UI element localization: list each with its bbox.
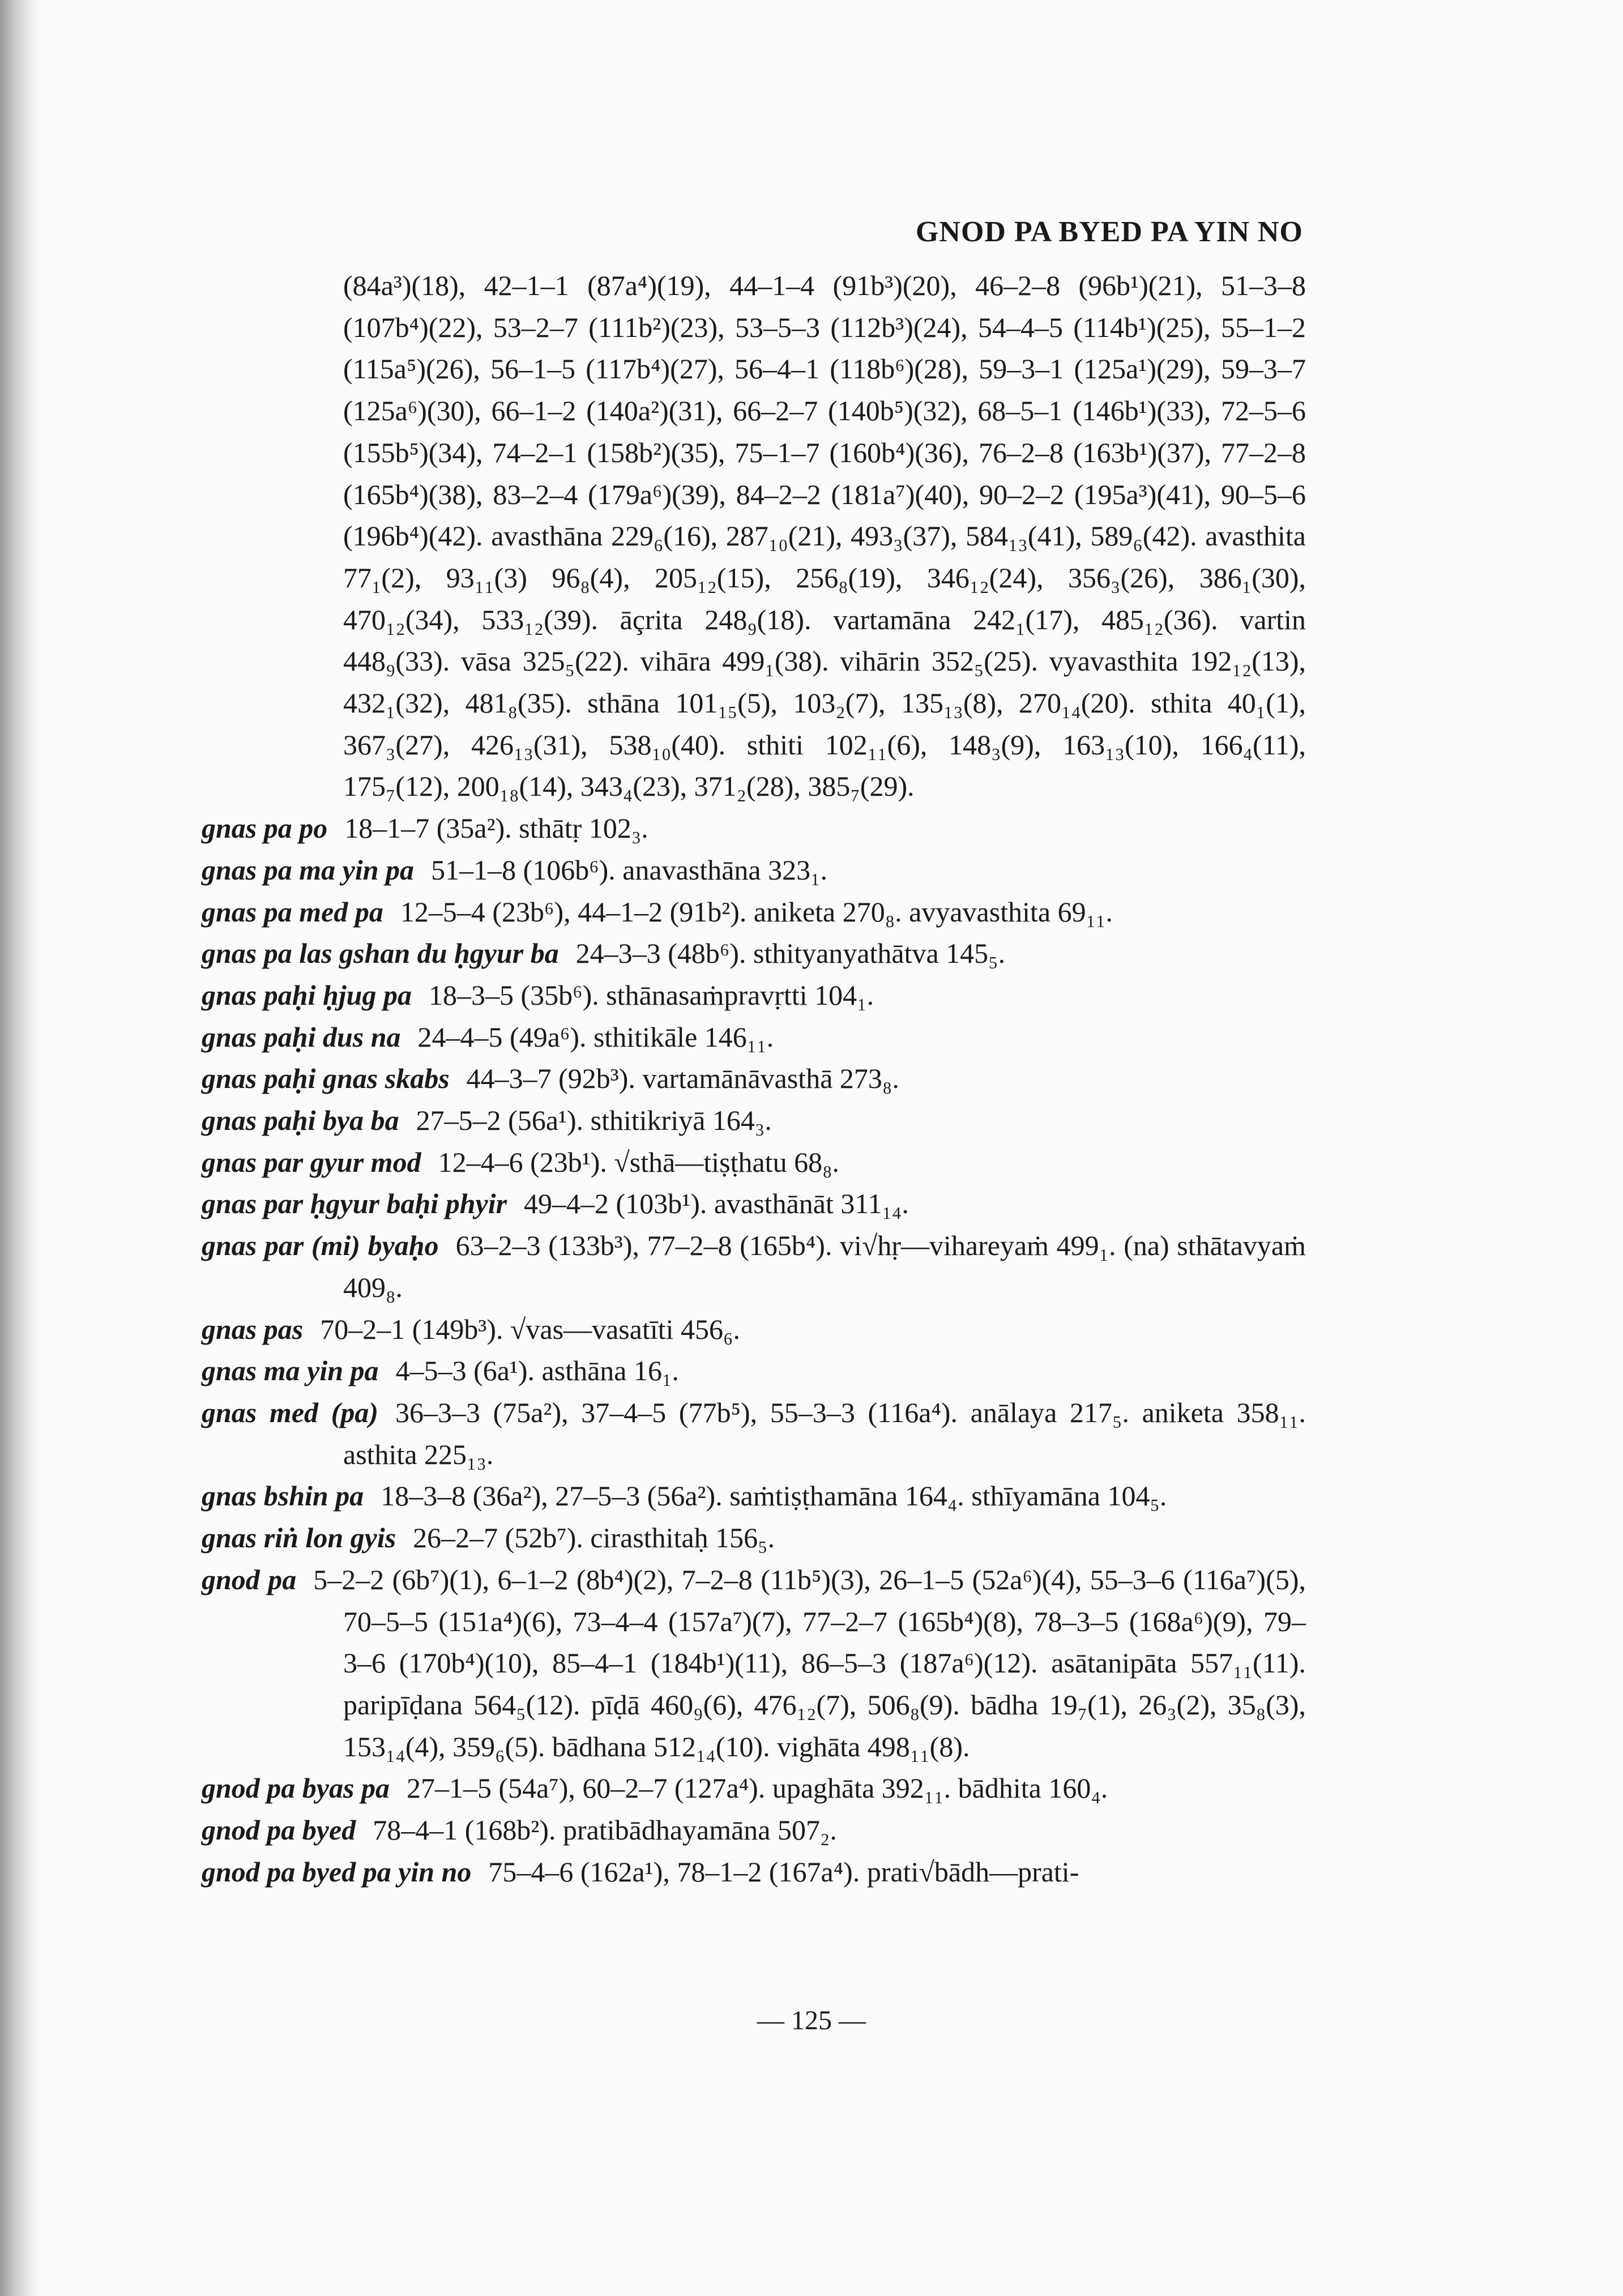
- dictionary-entry: [202, 975, 1306, 1017]
- entry-headword: gnas riṅ lon gyis: [202, 1522, 396, 1554]
- entry-headword: gnas pa po: [202, 812, 328, 844]
- entry-body: 26–2–7 (52b⁷). cirasthitaḥ 156₅.: [413, 1522, 775, 1554]
- dictionary-entry: [202, 1768, 1306, 1810]
- dictionary-entry: [202, 1225, 1306, 1308]
- entry-body: 12–5–4 (23b⁶), 44–1–2 (91b²). aniketa 270₈. avyavasthita 69₁₁.: [400, 895, 1113, 928]
- entry-body: 24–3–3 (48b⁶). sthityanyathātva 145₅.: [575, 937, 1006, 970]
- dictionary-entry: [202, 850, 1306, 891]
- entry-headword: gnod pa byed pa yin no: [202, 1855, 472, 1888]
- entry-body: 5–2–2 (6b⁷)(1), 6–1–2 (8b⁴)(2), 7–2–8 (11b⁵)(3), 26–1–5 (52a⁶)(4), 55–3–6 (116a⁷)(5), 70–5–5 (151a⁴)(6), 73–4–4 (157a⁷)(7), 77–2–7 (165b⁴)(8), 78–3–5 (168a⁶)(9), 79–3–6 (170b⁴)(10), 85–4–1 (184b¹)(11), 86–5–3 (187a⁶)(12). asātanipāta 557₁₁(11). paripīḍana 564₅(12). pīḍā 460₉(6), 476₁₂(7), 506₈(9). bādha 19₇(1), 26₃(2), 35₈(3), 153₁₄(4), 359₆(5). bādhana 512₁₄(10). vighāta 498₁₁(8).: [313, 1563, 1306, 1762]
- entry-list: [202, 808, 1306, 1893]
- entry-body: 63–2–3 (133b³), 77–2–8 (165b⁴). vi√hṛ—vihareyaṁ 499₁. (na) sthātavyaṁ 409₈.: [343, 1230, 1306, 1303]
- entry-body: 51–1–8 (106b⁶). anavasthāna 323₁.: [431, 853, 828, 886]
- entry-body: 27–1–5 (54a⁷), 60–2–7 (127a⁴). upaghāta 392₁₁. bādhita 160₄.: [406, 1772, 1108, 1804]
- entry-headword: gnod pa: [202, 1563, 297, 1595]
- entry-body: 18–3–8 (36a²), 27–5–3 (56a²). saṁtiṣṭhamāna 164₄. sthīyamāna 104₅.: [381, 1480, 1167, 1512]
- entry-body: 44–3–7 (92b³). vartamānāvasthā 273₈.: [466, 1062, 899, 1095]
- entry-headword: gnas med (pa): [202, 1396, 378, 1428]
- running-header: GNOD PA BYED PA YIN NO: [915, 216, 1303, 248]
- entry-body: 78–4–1 (168b²). pratibādhayamāna 507₂.: [373, 1814, 837, 1846]
- entry-headword: gnas pa med pa: [202, 895, 383, 928]
- dictionary-entry: [202, 1183, 1306, 1225]
- entry-headword: gnod pa byas pa: [202, 1772, 390, 1804]
- entry-headword: gnas paḥi dus na: [202, 1021, 401, 1053]
- entry-headword: gnas paḥi bya ba: [202, 1104, 399, 1137]
- dictionary-entry: [202, 1392, 1306, 1475]
- entry-body: 4–5–3 (6a¹). asthāna 16₁.: [395, 1355, 679, 1387]
- entry-headword: gnas pa ma yin pa: [202, 853, 415, 886]
- dictionary-entry: [202, 933, 1306, 975]
- dictionary-entry: [202, 1058, 1306, 1100]
- entry-headword: gnas par gyur mod: [202, 1146, 421, 1178]
- dictionary-entry: [202, 808, 1306, 850]
- entry-headword: gnod pa byed: [202, 1814, 356, 1846]
- dictionary-entry: [202, 1851, 1306, 1893]
- entry-headword: gnas pas: [202, 1313, 304, 1345]
- entry-body: 18–3–5 (35b⁶). sthānasaṁpravṛtti 104₁.: [428, 979, 874, 1011]
- entry-body: 75–4–6 (162a¹), 78–1–2 (167a⁴). prati√bādh—prati-: [488, 1855, 1079, 1888]
- dictionary-entry: [202, 891, 1306, 933]
- dictionary-entry: [202, 1559, 1306, 1768]
- entry-body: 49–4–2 (103b¹). avasthānāt 311₁₄.: [524, 1188, 909, 1220]
- dictionary-entry: [202, 1142, 1306, 1184]
- dictionary-entry: [202, 1517, 1306, 1559]
- dictionary-entry: [202, 1100, 1306, 1142]
- entry-headword: gnas bshin pa: [202, 1480, 364, 1512]
- entry-body: 12–4–6 (23b¹). √sthā—tiṣṭhatu 68₈.: [438, 1146, 840, 1178]
- dictionary-entry: [202, 1017, 1306, 1059]
- dictionary-entry: [202, 1350, 1306, 1392]
- entry-headword: gnas paḥi ḥjug pa: [202, 979, 412, 1011]
- entry-headword: gnas par (mi) byaḥo: [202, 1230, 439, 1262]
- dictionary-entries: [202, 265, 1306, 1893]
- continued-entry: (84a³)(18), 42–1–1 (87a⁴)(19), 44–1–4 (91b³)(20), 46–2–8 (96b¹)(21), 51–3–8 (107b⁴)(22), 53–2–7 (111b²)(23), 53–5–3 (112b³)(24), 54–4–5 (114b¹)(25), 55–1–2 (115a⁵)(26), 56–1–5 (117b⁴)(27), 56–4–1 (118b⁶)(28), 59–3–1 (125a¹)(29), 59–3–7 (125a⁶)(30), 66–1–2 (140a²)(31), 66–2–7 (140b⁵)(32), 68–5–1 (146b¹)(33), 72–5–6 (155b⁵)(34), 74–2–1 (158b²)(35), 75–1–7 (160b⁴)(36), 76–2–8 (163b¹)(37), 77–2–8 (165b⁴)(38), 83–2–4 (179a⁶)(39), 84–2–2 (181a⁷)(40), 90–2–2 (195a³)(41), 90–5–6 (196b⁴)(42). avasthāna 229₆(16), 287₁₀(21), 493₃(37), 584₁₃(41), 589₆(42). avasthita 77₁(2), 93₁₁(3) 96₈(4), 205₁₂(15), 256₈(19), 346₁₂(24), 356₃(26), 386₁(30), 470₁₂(34), 533₁₂(39). āçrita 248₉(18). vartamāna 242₁(17), 485₁₂(36). vartin 448₉(33). vāsa 325₅(22). vihāra 499₁(38). vihārin 352₅(25). vyavasthita 192₁₂(13), 432₁(32), 481₈(35). sthāna 101₁₅(5), 103₂(7), 135₁₃(8), 270₁₄(20). sthita 40₁(1), 367₃(27), 426₁₃(31), 538₁₀(40). sthiti 102₁₁(6), 148₃(9), 163₁₃(10), 166₄(11), 175₇(12), 200₁₈(14), 343₄(23), 371₂(28), 385₇(29).: [343, 270, 1306, 803]
- page-number: — 125 —: [757, 2005, 866, 2035]
- dictionary-entry: [202, 1475, 1306, 1517]
- entry-body: 27–5–2 (56a¹). sthitikriyā 164₃.: [416, 1104, 772, 1137]
- dictionary-entry: [202, 1810, 1306, 1851]
- entry-body: 70–2–1 (149b³). √vas—vasatīti 456₆.: [320, 1313, 740, 1345]
- page-spine-shadow: [0, 0, 40, 2296]
- entry-headword: gnas ma yin pa: [202, 1355, 379, 1387]
- entry-body: 36–3–3 (75a²), 37–4–5 (77b⁵), 55–3–3 (116a⁴). anālaya 217₅. aniketa 358₁₁. asthita 225₁₃.: [343, 1396, 1306, 1470]
- entry-body: 18–1–7 (35a²). sthātṛ 102₃.: [344, 812, 648, 844]
- dictionary-entry: [202, 1309, 1306, 1351]
- entry-body: 24–4–5 (49a⁶). sthitikāle 146₁₁.: [417, 1021, 774, 1053]
- entry-headword: gnas par ḥgyur baḥi phyir: [202, 1188, 507, 1220]
- entry-headword: gnas pa las gshan du ḥgyur ba: [202, 937, 559, 970]
- entry-headword: gnas paḥi gnas skabs: [202, 1062, 450, 1095]
